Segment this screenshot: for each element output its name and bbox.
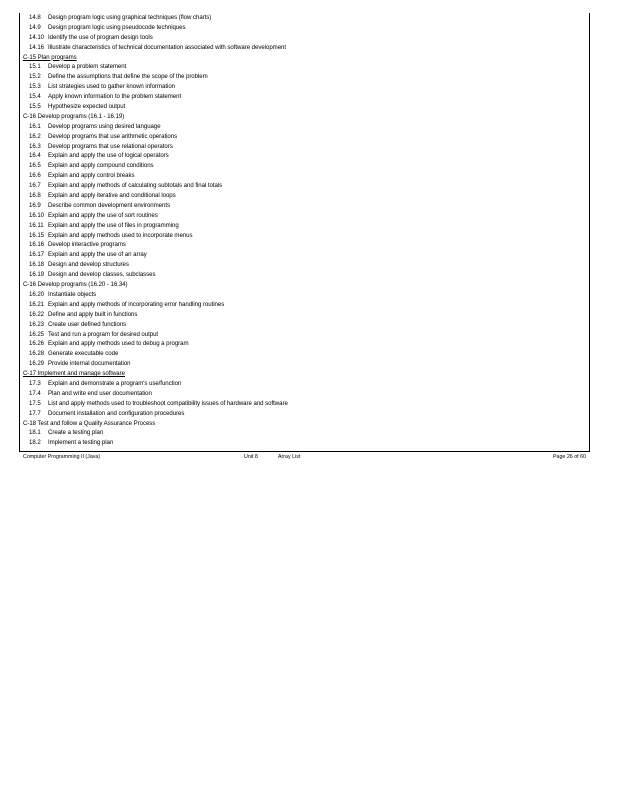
competency-item-number: 16.10 bbox=[29, 211, 44, 219]
competency-item bbox=[20, 211, 589, 221]
competency-item-text: Explain and demonstrate a program's use/function bbox=[48, 379, 182, 387]
competency-item-number: 18.2 bbox=[29, 439, 41, 447]
competency-item-text: Identify the use of program design tools bbox=[48, 33, 153, 41]
competency-item bbox=[20, 102, 589, 112]
competency-item bbox=[20, 250, 589, 260]
competency-item bbox=[20, 339, 589, 349]
competency-item-text: Design and develop classes, subclasses bbox=[48, 271, 156, 279]
footer-page-number: Page 26 of 60 bbox=[553, 454, 586, 460]
competency-item-number: 16.7 bbox=[29, 182, 41, 190]
competency-item bbox=[20, 82, 589, 92]
footer-course-name: Computer Programming II (Java) bbox=[23, 454, 101, 460]
competency-item bbox=[20, 201, 589, 211]
competency-item-number: 16.15 bbox=[29, 231, 44, 239]
competency-item bbox=[20, 300, 589, 310]
competency-item bbox=[20, 349, 589, 359]
page-footer bbox=[19, 452, 590, 462]
competency-item-number: 16.18 bbox=[29, 261, 44, 269]
competency-item-text: Develop programs that use arithmetic operations bbox=[48, 132, 178, 140]
competency-item bbox=[20, 260, 589, 270]
competency-item-number: 17.5 bbox=[29, 399, 41, 407]
competency-item-number: 16.17 bbox=[29, 251, 44, 259]
competency-item-text: Explain and apply the use of logical operators bbox=[48, 152, 169, 160]
competency-item bbox=[20, 161, 589, 171]
competency-item-number: 16.9 bbox=[29, 201, 41, 209]
competency-item bbox=[20, 399, 589, 409]
competency-item-text: Explain and apply control breaks bbox=[48, 172, 135, 180]
competency-item bbox=[20, 221, 589, 231]
competency-item-text: List and apply methods used to troubleshoot compatibility issues of hardware and software bbox=[48, 399, 288, 407]
competency-item bbox=[20, 13, 589, 23]
competency-item-text: Test and run a program for desired output bbox=[48, 330, 159, 338]
competency-item bbox=[20, 409, 589, 419]
competency-item bbox=[20, 231, 589, 241]
competency-item-text: Provide internal documentation bbox=[48, 360, 131, 368]
competency-heading bbox=[20, 53, 589, 63]
competency-item bbox=[20, 389, 589, 399]
footer-lesson-title: Array List bbox=[278, 454, 301, 460]
competency-item-text: Develop programs that use relational operators bbox=[48, 142, 173, 150]
competency-item bbox=[20, 270, 589, 280]
competency-item-number: 18.1 bbox=[29, 429, 41, 437]
competency-item bbox=[20, 320, 589, 330]
competency-item bbox=[20, 151, 589, 161]
competency-item-text: Explain and apply compound conditions bbox=[48, 162, 154, 170]
competency-item-number: 16.3 bbox=[29, 142, 41, 150]
competency-item-number: 16.28 bbox=[29, 350, 44, 358]
competency-heading bbox=[20, 112, 589, 122]
competency-item-number: 16.16 bbox=[29, 241, 44, 249]
competency-item bbox=[20, 428, 589, 438]
competency-item bbox=[20, 33, 589, 43]
competency-item bbox=[20, 330, 589, 340]
competency-heading-text: C-15 Plan programs bbox=[23, 53, 77, 61]
competency-item-text: Apply known information to the problem statement bbox=[48, 93, 182, 101]
competency-item-number: 15.5 bbox=[29, 103, 41, 111]
competency-item-number: 16.11 bbox=[29, 221, 44, 229]
competency-item-number: 16.4 bbox=[29, 152, 41, 160]
competency-item-number: 16.19 bbox=[29, 271, 44, 279]
competency-item-text: Plan and write end user documentation bbox=[48, 389, 152, 397]
competency-item-number: 14.9 bbox=[29, 23, 41, 31]
competency-item bbox=[20, 23, 589, 33]
competency-item bbox=[20, 310, 589, 320]
competency-item bbox=[20, 142, 589, 152]
competency-item-text: Design program logic using graphical techniques (flow charts) bbox=[48, 14, 212, 21]
competency-item-number: 16.29 bbox=[29, 360, 44, 368]
competency-item-number: 17.4 bbox=[29, 389, 41, 397]
competency-item-number: 16.22 bbox=[29, 310, 44, 318]
competency-item-text: Document installation and configuration procedures bbox=[48, 409, 185, 417]
competency-item-number: 16.25 bbox=[29, 330, 44, 338]
competency-item-text: Explain and apply methods used to incorporate menus bbox=[48, 231, 193, 239]
competency-item-number: 16.1 bbox=[29, 122, 41, 130]
competency-item-text: Explain and apply iterative and conditional loops bbox=[48, 192, 176, 200]
competency-item bbox=[20, 92, 589, 102]
competency-heading bbox=[20, 419, 589, 429]
competency-item-number: 17.7 bbox=[29, 409, 41, 417]
competency-item-number: 16.8 bbox=[29, 192, 41, 200]
competency-item-number: 16.26 bbox=[29, 340, 44, 348]
competency-item-text: Implement a testing plan bbox=[48, 439, 114, 447]
competency-heading-text: C-16 Develop programs (16.1 - 16.19) bbox=[23, 112, 125, 120]
competency-item bbox=[20, 72, 589, 82]
competency-item bbox=[20, 191, 589, 201]
competency-item-number: 14.8 bbox=[29, 14, 41, 21]
competency-item-text: Explain and apply the use of files in programming bbox=[48, 221, 179, 229]
competency-item-text: Create a testing plan bbox=[48, 429, 104, 437]
competency-item-text: List strategies used to gather known information bbox=[48, 83, 175, 91]
competency-item-text: Generate executable code bbox=[48, 350, 119, 358]
competency-item bbox=[20, 240, 589, 250]
competency-item-text: Explain and apply the use of an array bbox=[48, 251, 147, 259]
footer-unit: Unit 8 bbox=[244, 454, 258, 460]
competency-heading-text: C-18 Test and follow a Quality Assurance Process bbox=[23, 419, 156, 427]
competency-item-number: 15.1 bbox=[29, 63, 41, 71]
competency-item-text: Explain and apply the use of sort routines bbox=[48, 211, 158, 219]
competency-item-number: 16.20 bbox=[29, 290, 44, 298]
competency-item-number: 14.10 bbox=[29, 33, 44, 41]
competency-item bbox=[20, 43, 589, 53]
competency-item-text: Create user defined functions bbox=[48, 320, 127, 328]
competency-item bbox=[20, 181, 589, 191]
competency-item bbox=[20, 438, 589, 448]
competency-item bbox=[20, 379, 589, 389]
competency-heading bbox=[20, 369, 589, 379]
competency-item-number: 16.6 bbox=[29, 172, 41, 180]
competency-item-number: 15.3 bbox=[29, 83, 41, 91]
competency-item-number: 16.21 bbox=[29, 300, 44, 308]
competency-item-text: Develop a problem statement bbox=[48, 63, 127, 71]
competency-heading-text: C-16 Develop programs (16.20 - 16.34) bbox=[23, 281, 128, 289]
competency-item-text: Illustrate characteristics of technical documentation associated with software development bbox=[48, 43, 287, 51]
competency-item-number: 16.2 bbox=[29, 132, 41, 140]
competency-item-text: Develop interactive programs bbox=[48, 241, 126, 249]
competency-item-number: 15.2 bbox=[29, 73, 41, 81]
competency-outline bbox=[20, 13, 589, 448]
competency-heading-text: C-17 Implement and manage software bbox=[23, 370, 125, 378]
competency-item-text: Explain and apply methods of calculating subtotals and final totals bbox=[48, 182, 223, 190]
competency-item bbox=[20, 122, 589, 132]
competency-item-number: 14.16 bbox=[29, 43, 44, 51]
competency-item-text: Define and apply built in functions bbox=[48, 310, 138, 318]
competency-item-number: 17.3 bbox=[29, 379, 41, 387]
competency-item bbox=[20, 290, 589, 300]
competency-item-text: Instantiate objects bbox=[48, 290, 97, 298]
competency-item-text: Design and develop structures bbox=[48, 261, 129, 269]
competency-item-text: Hypothesize expected output bbox=[48, 103, 126, 111]
competency-item-text: Describe common development environments bbox=[48, 201, 170, 209]
competency-item bbox=[20, 132, 589, 142]
competency-item bbox=[20, 171, 589, 181]
competency-item-number: 16.5 bbox=[29, 162, 41, 170]
competency-item-text: Design program logic using pseudocode techniques bbox=[48, 23, 186, 31]
competency-item-text: Define the assumptions that define the scope of the problem bbox=[48, 73, 208, 81]
competency-item-text: Explain and apply methods of incorporating error handling routines bbox=[48, 300, 225, 308]
competency-item bbox=[20, 359, 589, 369]
competency-item-text: Explain and apply methods used to debug a program bbox=[48, 340, 189, 348]
competency-item-text: Develop programs using desired language bbox=[48, 122, 161, 130]
competency-item-number: 16.23 bbox=[29, 320, 44, 328]
competency-heading bbox=[20, 280, 589, 290]
document-frame bbox=[19, 13, 590, 452]
competency-item-number: 15.4 bbox=[29, 93, 41, 101]
competency-item bbox=[20, 62, 589, 72]
